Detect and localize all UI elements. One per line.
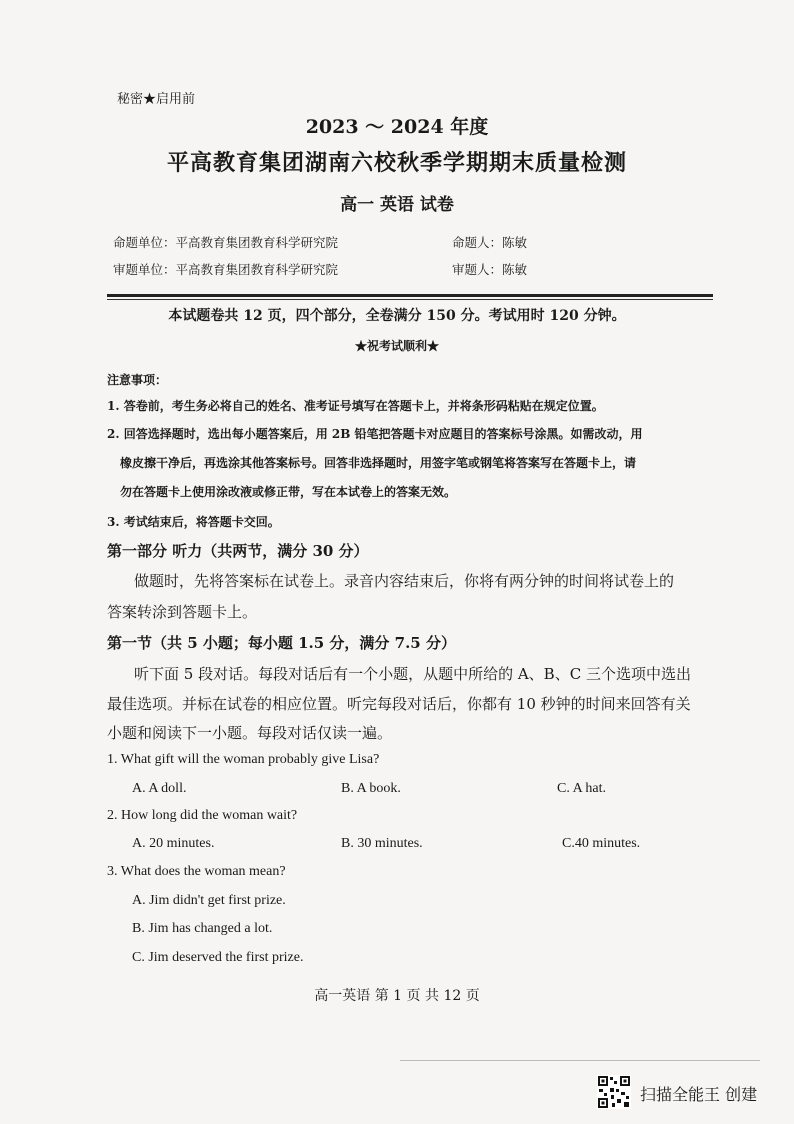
question-1-option-b: B. A book. (341, 781, 401, 796)
secret-label: 秘密★启用前 (117, 92, 196, 107)
question-1-stem: 1. What gift will the woman probably give Lisa? (107, 752, 380, 767)
notice-heading: 注意事项： (107, 373, 168, 387)
good-luck-line: ★祝考试顺利★ (354, 339, 439, 353)
header-divider-thin (107, 299, 713, 300)
question-2-stem: 2. How long did the woman wait? (107, 808, 298, 823)
reviewer-person: 审题人：陈敏 (452, 262, 528, 277)
notice-item-2-cont: 橡皮擦干净后，再选涂其他答案标号。回答非选择题时，用签字笔或钢笔将答案写在答题卡上，请 (120, 456, 637, 470)
setter-unit: 命题单位：平高教育集团教育科学研究院 (113, 235, 339, 250)
reviewer-unit: 审题单位：平高教育集团教育科学研究院 (113, 262, 339, 277)
question-1-option-a: A. A doll. (132, 781, 187, 796)
notice-item-2: 2. 回答选择题时，选出每小题答案后，用 2B 铅笔把答题卡对应题目的答案标号涂黑。如需改动，用 (107, 427, 643, 441)
scanner-watermark: 扫描全能王 创建 (640, 1085, 758, 1104)
header-divider (107, 294, 713, 297)
part1-heading: 第一部分 听力（共两节，满分 30 分） (107, 542, 369, 560)
part1-intro: 做题时，先将答案标在试卷上。录音内容结束后，你将有两分钟的时间将试卷上的 (134, 572, 675, 590)
scan-edge-line (400, 1060, 760, 1061)
question-3-option-a: A. Jim didn't get first prize. (132, 893, 286, 908)
page-footer: 高一英语 第 1 页 共 12 页 (314, 988, 480, 1004)
exam-title: 平高教育集团湖南六校秋季学期期末质量检测 (166, 150, 627, 176)
question-3-option-c: C. Jim deserved the first prize. (132, 950, 304, 965)
question-1-option-c: C. A hat. (557, 781, 607, 796)
question-2-option-c: C.40 minutes. (562, 836, 641, 851)
notice-item-3: 3. 考试结束后，将答题卡交回。 (107, 515, 280, 529)
setter-person: 命题人：陈敏 (452, 235, 528, 250)
section1-intro: 听下面 5 段对话。每段对话后有一个小题，从题中所给的 A、B、C 三个选项中选出 (134, 665, 691, 683)
question-2-option-a: A. 20 minutes. (132, 836, 215, 851)
exam-subject: 高一 英语 试卷 (340, 195, 454, 215)
question-3-option-b: B. Jim has changed a lot. (132, 921, 273, 936)
question-3-stem: 3. What does the woman mean? (107, 864, 286, 879)
exam-summary: 本试题卷共 12 页，四个部分，全卷满分 150 分。考试用时 120 分钟。 (168, 308, 626, 324)
notice-item-2-cont2: 勿在答题卡上使用涂改液或修正带，写在本试卷上的答案无效。 (120, 485, 457, 499)
section1-intro-cont2: 小题和阅读下一小题。每段对话仅读一遍。 (107, 724, 393, 742)
part1-intro-cont: 答案转涂到答题卡上。 (107, 603, 258, 621)
section1-heading: 第一节（共 5 小题；每小题 1.5 分，满分 7.5 分） (107, 634, 456, 652)
qr-code-icon (597, 1075, 631, 1109)
exam-year: 2023 ～ 2024 年度 (305, 116, 489, 138)
question-2-option-b: B. 30 minutes. (341, 836, 423, 851)
notice-item-1: 1. 答卷前，考生务必将自己的姓名、准考证号填写在答题卡上，并将条形码粘贴在规定位置。 (107, 399, 604, 413)
section1-intro-cont: 最佳选项。并标在试卷的相应位置。听完每段对话后，你都有 10 秒钟的时间来回答有关 (107, 695, 691, 713)
